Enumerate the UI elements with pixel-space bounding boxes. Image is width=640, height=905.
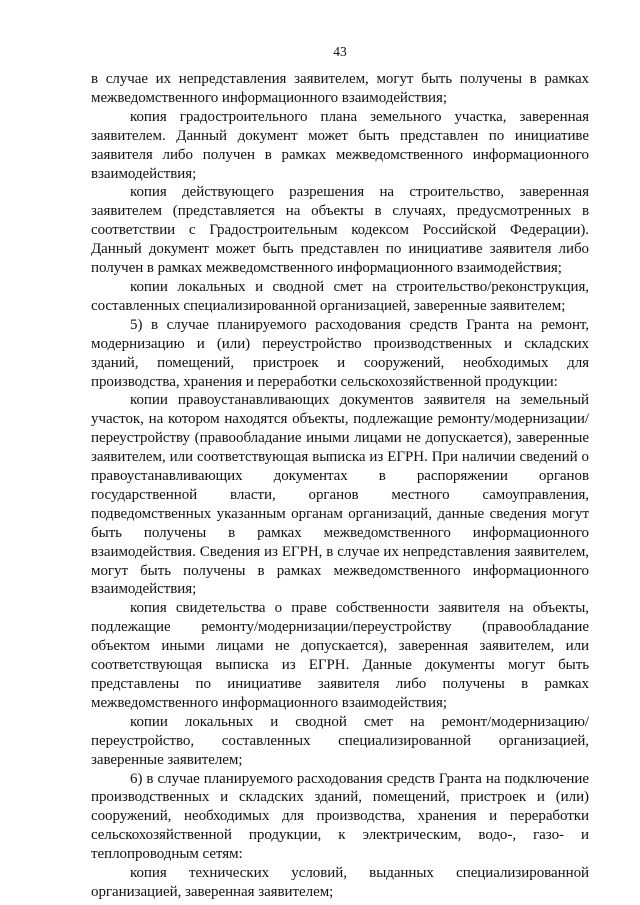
paragraph: копии локальных и сводной смет на ремонт/модернизацию/ переустройство, составленных специализированной организацией, заверенные заявителем; [91, 713, 589, 768]
paragraph: копия действующего разрешения на строительство, заверенная заявителем (представляется на объекты в случаях, предусмотренных в соответствии с Градостроительным кодексом Российской Федерации). Данный документ может быть представлен по инициативе заявителя либо получен в рамках межведомственного информационного взаимодействия; [91, 184, 589, 277]
document-body [91, 70, 589, 902]
page-number: 43 [333, 44, 347, 59]
paragraph: 5) в случае планируемого расходования средств Гранта на ремонт, модернизацию и (или) переустройство производственных и складских зданий, помещений, пристроек и сооружений, необходимых для производства, хранения и переработки сельскохозяйственной продукции: [91, 316, 589, 390]
paragraph: копии правоустанавливающих документов заявителя на земельный участок, на котором находятся объекты, подлежащие ремонту/модернизации/переустройству (правообладание иными лицами не допускается), заверенные заявителем, или соответствующая выписка из ЕГРН. При наличии сведений о правоустанавливающих документах в распоряжении органов государственной власти, органов местного самоуправления, подведомственных указанным органам организаций, данные сведения могут быть получены в рамках межведомственного информационного взаимодействия. Сведения из ЕГРН, в случае их непредставления заявителем, могут быть получены в рамках межведомственного информационного взаимодействия; [91, 392, 589, 598]
paragraph: копии локальных и сводной смет на строительство/реконструкция, составленных специализированной организацией, заверенные заявителем; [91, 278, 589, 314]
paragraph: в случае их непредставления заявителем, могут быть получены в рамках межведомственного информационного взаимодействия; [91, 71, 589, 106]
paragraph: копия технических условий, выданных специализированной организацией, заверенная заявителем; [91, 865, 589, 900]
paragraph: 6) в случае планируемого расходования средств Гранта на подключение производственных и складских зданий, помещений, пристроек и (или) сооружений, необходимых для производства, хранения и переработки сельскохозяйственной продукции, к электрическим, водо-, газо- и теплопроводным сетям: [91, 770, 589, 863]
paragraph: копия свидетельства о праве собственности заявителя на объекты, подлежащие ремонту/модернизации/переустройству (правообладание объектом иными лицами не допускается), заверенная заявителем, или соответствующая выписка из ЕГРН. Данные документы могут быть представлены по инициативе заявителя либо получены в рамках межведомственного информационного взаимодействия; [91, 600, 589, 711]
document-page [91, 0, 589, 905]
paragraph: копия градостроительного плана земельного участка, заверенная заявителем. Данный документ может быть представлен по инициативе заявителя либо получен в рамках межведомственного информационного взаимодействия; [91, 108, 589, 182]
